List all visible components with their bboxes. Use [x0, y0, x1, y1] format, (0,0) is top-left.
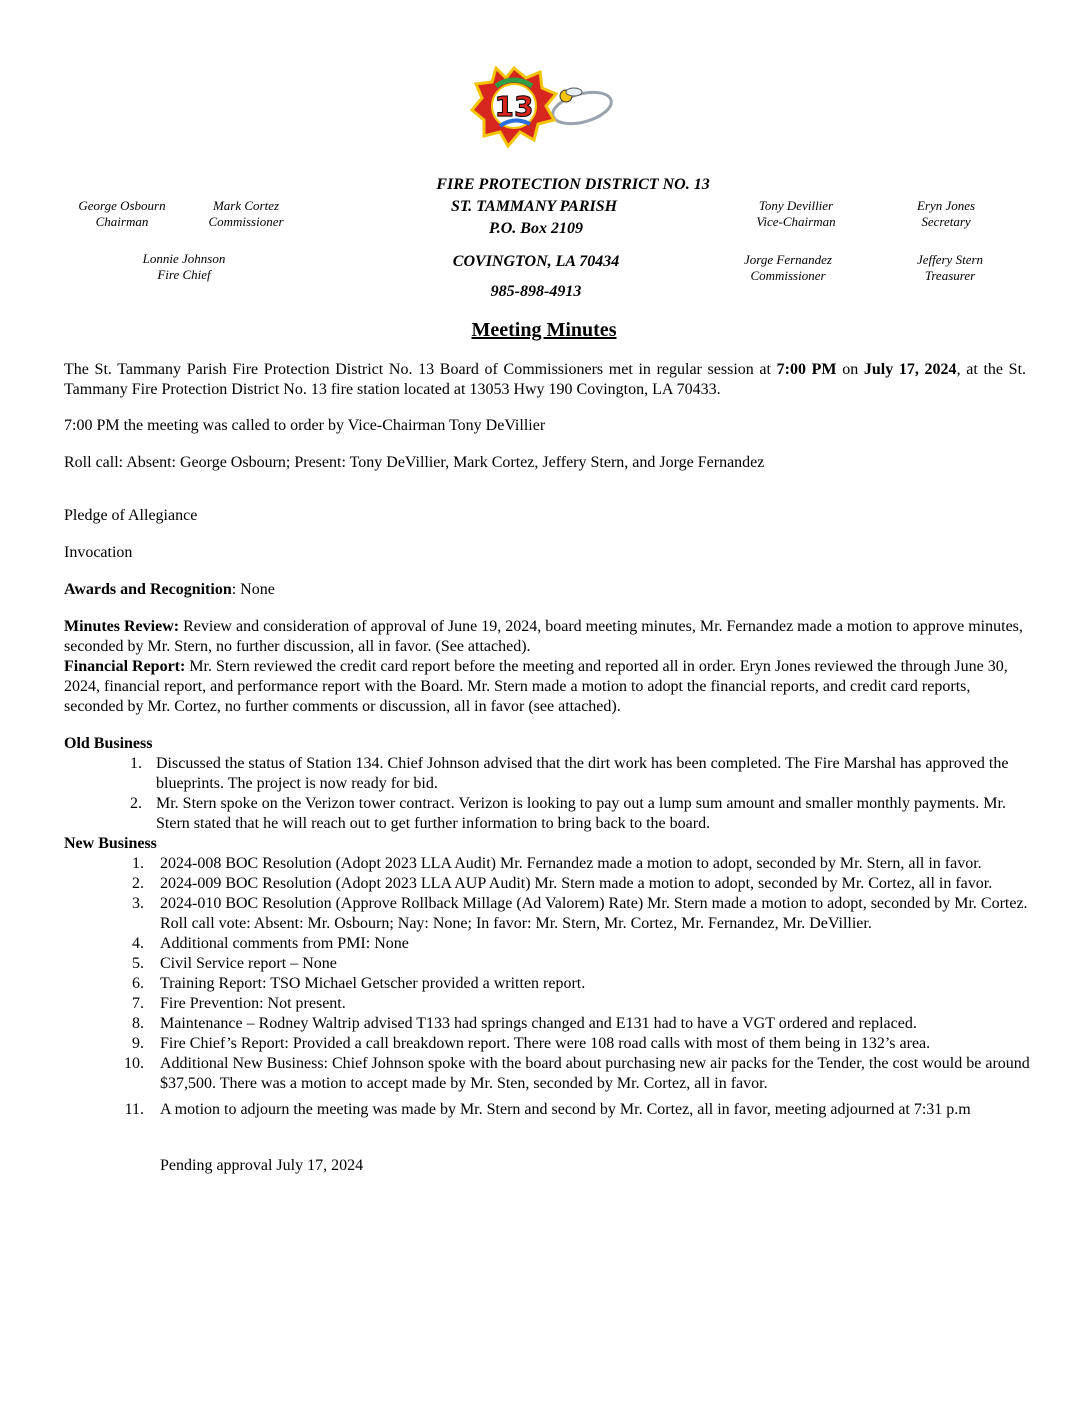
- item-text: 2024-008 BOC Resolution (Adopt 2023 LLA Audit) Mr. Fernandez made a motion to adopt, seconded by Mr. Stern, all in favor.: [160, 855, 982, 872]
- meeting-time: 7:00 PM: [776, 361, 837, 378]
- item-number: 2.: [132, 875, 144, 892]
- item-number: 8.: [132, 1015, 144, 1032]
- list-item: [130, 794, 1026, 834]
- intro-text-on: on: [836, 361, 864, 378]
- official-stern: [892, 252, 1008, 284]
- official-title: Vice-Chairman: [756, 214, 836, 229]
- item-number: 11.: [124, 1101, 144, 1118]
- roll-call: Roll call: Absent: George Osbourn; Present: Tony DeVillier, Mark Cortez, Jeffery Stern, and Jorge Fernandez: [64, 454, 765, 471]
- item-text: 2024-010 BOC Resolution (Approve Rollback Millage (Ad Valorem) Rate) Mr. Stern made a motion to adopt, seconded by Mr. Cortez. Roll call vote: Absent: Mr. Osbourn; Nay: None; In favor: Mr. Stern, Mr. Cortez, Mr. Fernandez, Mr. DeVillier.: [160, 895, 1028, 932]
- item-number: 1.: [130, 755, 142, 772]
- official-devillier: [736, 198, 856, 230]
- official-title: Commissioner: [750, 268, 826, 283]
- official-name: George Osbourn: [78, 198, 166, 213]
- minutes-review-section: [64, 617, 1026, 657]
- item-number: 5.: [132, 955, 144, 972]
- po-box: P.O. Box 2109: [489, 220, 583, 237]
- page-title: Meeting Minutes: [471, 319, 617, 341]
- item-number: 1.: [132, 855, 144, 872]
- meeting-date: July 17, 2024: [863, 361, 957, 378]
- official-name: Jeffery Stern: [916, 252, 984, 267]
- list-item: [132, 994, 1034, 1014]
- invocation: Invocation: [64, 544, 133, 561]
- district-name: FIRE PROTECTION DISTRICT NO. 13: [436, 176, 710, 193]
- old-business-list: [130, 754, 1026, 834]
- list-item: [124, 1100, 1034, 1120]
- list-item: [132, 1014, 1034, 1034]
- official-name: Eryn Jones: [916, 198, 976, 213]
- list-item: [130, 754, 1026, 794]
- official-osbourn: [62, 198, 182, 230]
- district-logo: [470, 66, 620, 158]
- intro-text: The St. Tammany Parish Fire Protection District No. 13 Board of Commissioners met in regular session at: [64, 361, 777, 378]
- item-text: Additional New Business: Chief Johnson spoke with the board about purchasing new air packs for the Tender, the cost would be around $37,500. There was a motion to accept made by Mr. Sten, seconded by Mr. Cortez, all in favor.: [160, 1055, 1030, 1092]
- awards-section: [64, 580, 1026, 600]
- item-text: Discussed the status of Station 134. Chief Johnson advised that the dirt work has been completed. The Fire Marshal has approved the blueprints. The project is now ready for bid.: [156, 755, 1009, 792]
- parish-name: ST. TAMMANY PARISH: [450, 198, 618, 215]
- item-text: A motion to adjourn the meeting was made by Mr. Stern and second by Mr. Cortez, all in favor, meeting adjourned at 7:31 p.m: [160, 1101, 971, 1118]
- awards-label: Awards and Recognition: [64, 581, 232, 598]
- pledge: Pledge of Allegiance: [64, 507, 198, 524]
- list-item: [124, 1054, 1034, 1094]
- official-johnson: [122, 251, 246, 283]
- minutes-review-label: Minutes Review:: [64, 618, 180, 635]
- item-text: Civil Service report – None: [160, 955, 337, 972]
- official-jones: [888, 198, 1004, 230]
- city-state: COVINGTON, LA 70434: [452, 253, 620, 270]
- official-name: Jorge Fernandez: [744, 252, 832, 267]
- official-title: Fire Chief: [157, 267, 211, 282]
- phone-number: 985-898-4913: [490, 283, 582, 300]
- item-number: 9.: [132, 1035, 144, 1052]
- pending-approval: Pending approval July 17, 2024: [160, 1157, 364, 1174]
- list-item: [132, 934, 1034, 954]
- item-number: 10.: [124, 1055, 144, 1072]
- call-to-order: 7:00 PM the meeting was called to order by Vice-Chairman Tony DeVillier: [64, 417, 546, 434]
- item-number: 7.: [132, 995, 144, 1012]
- official-name: Mark Cortez: [212, 198, 280, 213]
- list-item: [132, 1034, 1034, 1054]
- item-number: 4.: [132, 935, 144, 952]
- fire-badge-icon: [470, 66, 620, 158]
- official-title: Commissioner: [208, 214, 284, 229]
- item-text: Mr. Stern spoke on the Verizon tower contract. Verizon is looking to pay out a lump sum amount and smaller monthly payments. Mr. Stern stated that he will reach out to get further information to bring back to the board.: [156, 795, 1006, 832]
- list-item: [132, 974, 1034, 994]
- item-text: Maintenance – Rodney Waltrip advised T133 had springs changed and E131 had to have a VGT ordered and replaced.: [160, 1015, 917, 1032]
- item-number: 3.: [132, 895, 144, 912]
- intro-location: , at the St. Tammany Fire Protection District No. 13 fire station located at 13053 Hwy 190 Covington, LA 70433.: [64, 361, 1027, 398]
- official-title: Chairman: [95, 214, 149, 229]
- official-fernandez: [728, 252, 848, 284]
- official-title: Secretary: [921, 214, 971, 229]
- financial-report-text: Mr. Stern reviewed the credit card report before the meeting and reported all in order. Eryn Jones reviewed the through June 30, 2024, financial report, and performance report with the Board. Mr. Stern made a motion to adopt the financial reports, and credit card reports, seconded by Mr. Cortez, no further comments or discussion, all in favor (see attached).: [64, 658, 1008, 715]
- official-name: Tony Devillier: [758, 198, 834, 213]
- item-text: Fire Prevention: Not present.: [160, 995, 346, 1012]
- financial-report-section: [64, 657, 1026, 717]
- list-item: [132, 854, 1034, 874]
- list-item: [132, 954, 1034, 974]
- financial-report-label: Financial Report:: [64, 658, 186, 675]
- item-text: Training Report: TSO Michael Getscher provided a written report.: [160, 975, 586, 992]
- minutes-review-text: Review and consideration of approval of June 19, 2024, board meeting minutes, Mr. Fernandez made a motion to approve minutes, seconded by Mr. Stern, no further discussion, all in favor. (See attached).: [64, 618, 1023, 655]
- awards-text: : None: [231, 581, 275, 598]
- item-text: 2024-009 BOC Resolution (Adopt 2023 LLA AUP Audit) Mr. Stern made a motion to adopt, seconded by Mr. Cortez, all in favor.: [160, 875, 993, 892]
- item-number: 6.: [132, 975, 144, 992]
- old-business-heading: Old Business: [64, 735, 153, 752]
- new-business-list: [124, 854, 1034, 1120]
- new-business-heading: New Business: [64, 835, 157, 852]
- list-item: [132, 894, 1034, 934]
- item-number: 2.: [130, 795, 142, 812]
- item-text: Fire Chief’s Report: Provided a call breakdown report. There were 108 road calls with most of them being in 132’s area.: [160, 1035, 931, 1052]
- minutes-body: [64, 360, 1030, 1176]
- official-cortez: [186, 198, 306, 230]
- list-item: [132, 874, 1034, 894]
- official-name: Lonnie Johnson: [142, 251, 226, 266]
- intro-paragraph: [64, 360, 1026, 400]
- item-text: Additional comments from PMI: None: [160, 935, 409, 952]
- logo-number: 13: [494, 90, 534, 123]
- official-title: Treasurer: [924, 268, 976, 283]
